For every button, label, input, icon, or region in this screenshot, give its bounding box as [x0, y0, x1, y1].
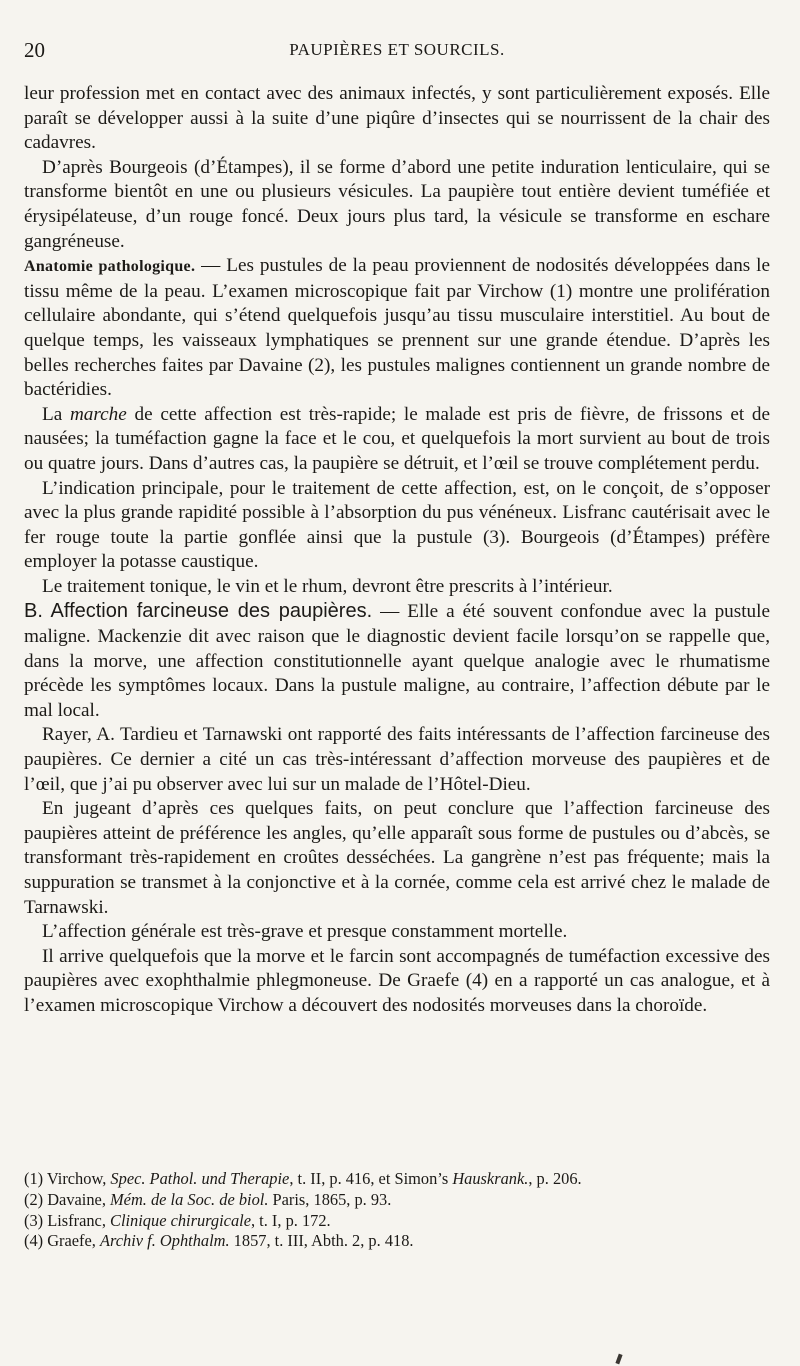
footnote-text: (4) Graefe,	[24, 1231, 100, 1251]
page-header	[24, 38, 770, 68]
footnote-title: Mém. de la Soc. de biol.	[110, 1189, 269, 1209]
paragraph	[24, 403, 770, 477]
paragraph-text: — Elle a été souvent confondue avec la pustule maligne. Mackenzie dit avec raison que le diagnostic devient facile lorsqu’on se rappelle que, dans la morve, une affection constitutionnelle ayant quelque analogie avec le rhumatisme précède les symptômes locaux. Dans la pustule maligne, au contraire, l’affection débute par le mal local.	[24, 601, 771, 721]
paragraph: En jugeant d’après ces quelques faits, on peut conclure que l’affection farcineuse des paupières atteint de préférence les angles, qu’elle apparaît sous forme de pustules ou d’abcès, se transformant très-rapidement en croûtes desséchées. La gangrène n’est pas fréquente; mais la suppuration se transmet à la conjonctive et à la cornée, comme cela est arrivé chez le malade de Tarnawski.	[24, 798, 770, 918]
ink-mark	[615, 1354, 622, 1365]
main-text	[24, 82, 770, 1019]
footnotes	[24, 1169, 770, 1252]
paragraph: L’indication principale, pour le traitement de cette affection, est, on le conçoit, de s’opposer avec la plus grande rapidité possible à l’absorption du pus vénéneux. Lisfranc cautérisait avec le fer rouge toute la partie gonflée ainsi que la pustule (3). Bourgeois (d’Étampes) préfère employer la potasse caustique.	[24, 477, 770, 573]
footnote-text: Paris, 1865, p. 93.	[268, 1189, 392, 1209]
section-heading: Anatomie pathologique.	[24, 258, 196, 276]
paragraph: Il arrive quelquefois que la morve et le farcin sont accompagnés de tuméfaction excessive des paupières avec exophthalmie phlegmoneuse. De Graefe (4) en a rapporté un cas analogue, et à l’examen microscopique Virchow a découvert des nodosités morveuses dans la choroïde.	[24, 945, 770, 1016]
paragraph: Le traitement tonique, le vin et le rhum, devront être prescrits à l’intérieur.	[42, 575, 613, 597]
paragraph-text: La	[42, 403, 70, 425]
footnote	[24, 1211, 770, 1232]
paragraph	[24, 599, 770, 723]
page-number: 20	[24, 38, 45, 62]
paragraph: Rayer, A. Tardieu et Tarnawski ont rapporté des faits intéressants de l’affection farcineuse des paupières. Ce dernier a cité un cas très-intéressant d’affection morveuse des paupières et de l’œil, que j’ai pu observer avec lui sur un malade de l’Hôtel-Dieu.	[24, 724, 770, 795]
footnote-text: (1) Virchow,	[24, 1169, 111, 1188]
paragraph	[24, 254, 770, 403]
paragraph: D’après Bourgeois (d’Étampes), il se forme d’abord une petite induration lenticulaire, qui se transforme bientôt en une ou plusieurs vésicules. La paupière tout entière devient tuméfiée et érysipélateuse, d’un rouge foncé. Deux jours plus tard, la vésicule se transforme en eschare gangréneuse.	[24, 156, 770, 252]
running-title: PAUPIÈRES ET SOURCILS.	[289, 40, 505, 59]
footnote-title: Hauskrank.	[452, 1169, 529, 1188]
paragraph-text: — Les pustules de la peau proviennent de nodosités développées dans le tissu même de la peau. L’examen microscopique fait par Virchow (1) montre une prolifération cellulaire abondante, qui s’étend quelquefois jusqu’au tissu musculaire interstitiel. Au bout de quelque temps, les vaisseaux lymphatiques se prennent sur une grande étendue. D’après les belles recherches faites par Davaine (2), les pustules malignes contiennent un grande nombre de bactéridies.	[24, 255, 770, 401]
footnote-text: (2) Davaine,	[24, 1189, 111, 1209]
footnote-text: , p. 206.	[528, 1169, 582, 1188]
footnote-text: , t. II, p. 416, et Simon’s	[289, 1169, 453, 1188]
paragraph: L’affection générale est très-grave et presque constamment mortelle.	[42, 921, 568, 943]
emphasis: marche	[69, 403, 127, 425]
footnote-title: Archiv f. Ophthalm.	[99, 1231, 230, 1251]
footnote-text: , t. I, p. 172.	[250, 1210, 331, 1230]
footnote-title: Clinique chirurgicale	[110, 1210, 251, 1230]
section-heading: B. Affection farcineuse des paupières.	[24, 600, 373, 623]
paragraph-text: de cette affection est très-rapide; le malade est pris de fièvre, de frissons et de nausées; la tuméfaction gagne la face et le cou, et quelquefois la mort survient au bout de trois ou quatre jours. Dans d’autres cas, la paupière se détruit, et l’œil se trouve complétement perdu.	[24, 403, 770, 474]
footnote	[24, 1231, 770, 1252]
footnote-text: (3) Lisfranc,	[24, 1210, 111, 1230]
footnote	[24, 1190, 770, 1211]
footnote	[24, 1169, 770, 1190]
footnote-title: Spec. Pathol. und Therapie	[110, 1169, 290, 1188]
paragraph: leur profession met en contact avec des animaux infectés, y sont particulièrement exposés. Elle paraît se développer aussi à la suite d’une piqûre d’insectes qui se nourrissent de la chair des cadavres.	[24, 83, 770, 154]
footnote-text: 1857, t. III, Abth. 2, p. 418.	[229, 1231, 414, 1251]
